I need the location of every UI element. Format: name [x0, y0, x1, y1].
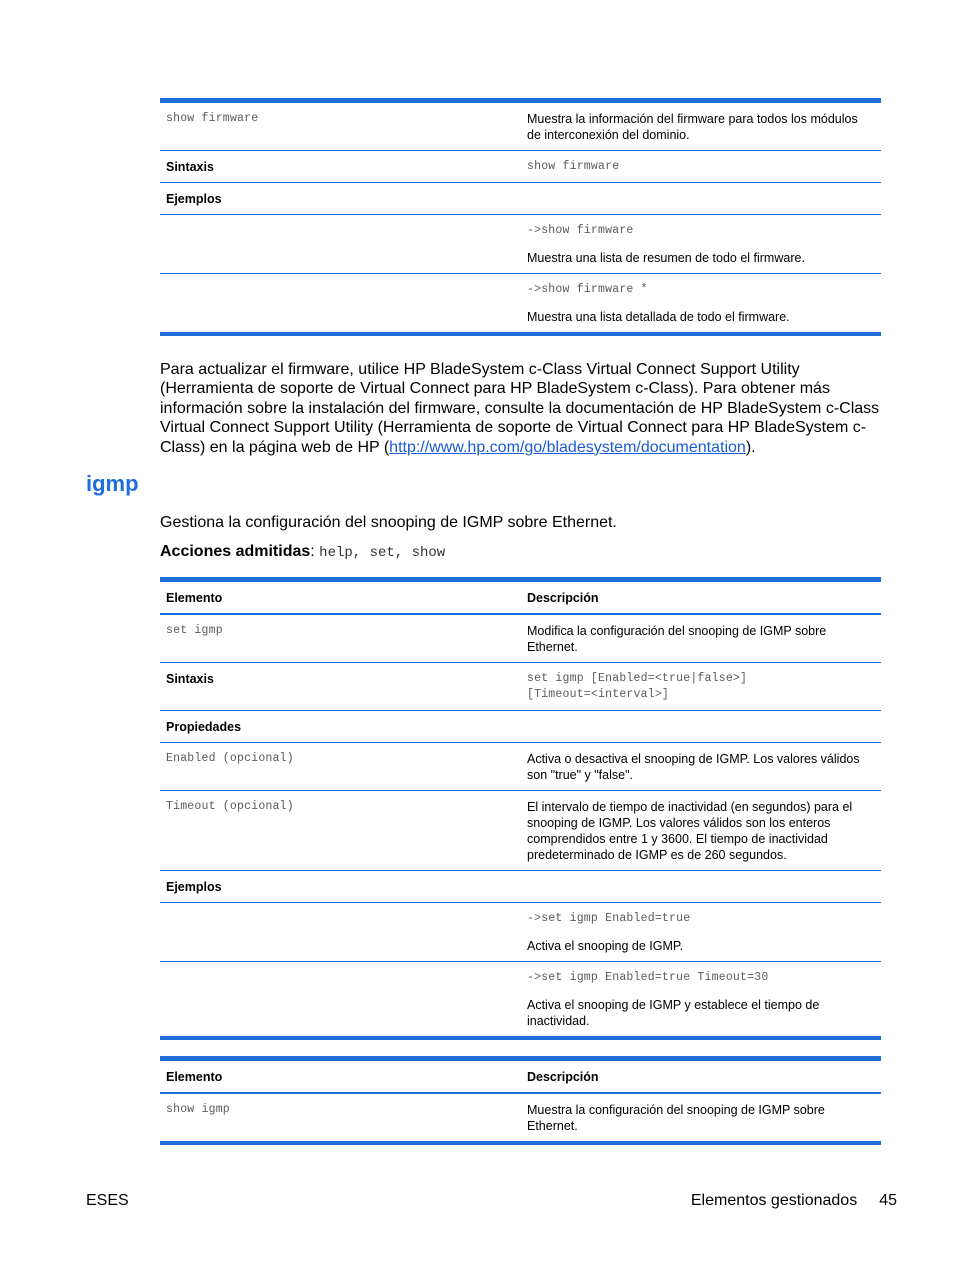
- property-description: Activa o desactiva el snooping de IGMP. Los valores válidos son "true" y "false".: [527, 752, 860, 782]
- description-cell: Muestra la información del firmware para todos los módulos de interconexión del dominio.: [527, 112, 858, 142]
- table-row: [160, 791, 881, 871]
- table-row: [160, 1094, 881, 1141]
- syntax-label: Sintaxis: [166, 160, 214, 174]
- command-cell: set igmp: [166, 624, 223, 637]
- example-description: Activa el snooping de IGMP y establece el tiempo de inactividad.: [527, 998, 820, 1028]
- section-intro: Gestiona la configuración del snooping de IGMP sobre Ethernet.: [160, 514, 617, 531]
- table-row: [160, 274, 881, 332]
- header-element: Elemento: [166, 1070, 223, 1084]
- example-description: Muestra una lista detallada de todo el firmware.: [527, 310, 790, 324]
- example-description: Muestra una lista de resumen de todo el firmware.: [527, 251, 805, 265]
- table-bottom-rule: [160, 1036, 881, 1040]
- table-row: [160, 103, 881, 151]
- example-code: ->set igmp Enabled=true Timeout=30: [527, 971, 769, 984]
- table-row: [160, 183, 881, 215]
- firmware-paragraph: Para actualizar el firmware, utilice HP BladeSystem c-Class Virtual Connect Support Utility (Herramienta de soporte de Virtual Connect para HP BladeSystem c-Class). Para obtener más información sobre la instalación del firmware, consulte la documentación de HP BladeSystem c-Class Virtual Connect Support Utility (Herramienta de soporte de Virtual Connect para HP BladeSystem c-Class) en la página web de HP (http://www.hp.com/go/bladesystem/documentation).: [160, 361, 880, 456]
- description-cell: Muestra la configuración del snooping de IGMP sobre Ethernet.: [527, 1103, 825, 1133]
- table-row: [160, 215, 881, 274]
- example-description: Activa el snooping de IGMP.: [527, 939, 684, 953]
- supported-actions: Acciones admitidas: help, set, show: [160, 543, 446, 561]
- example-code: ->show firmware: [527, 224, 634, 237]
- properties-label: Propiedades: [166, 720, 242, 734]
- table-row: [160, 711, 881, 743]
- section-title: igmp: [86, 471, 139, 496]
- header-element: Elemento: [166, 591, 223, 605]
- property-name: Enabled (opcional): [166, 752, 294, 765]
- table-header: [160, 582, 881, 615]
- set-igmp-table: [160, 577, 881, 1040]
- table-header: [160, 1061, 881, 1094]
- show-igmp-table: [160, 1056, 881, 1145]
- firmware-table: [160, 98, 881, 336]
- footer-locale: ESES: [86, 1192, 129, 1209]
- examples-label: Ejemplos: [166, 880, 222, 894]
- command-cell: show firmware: [166, 112, 259, 125]
- documentation-link[interactable]: http://www.hp.com/go/bladesystem/documentation: [389, 438, 746, 456]
- table-bottom-rule: [160, 332, 881, 336]
- header-description: Descripción: [527, 591, 599, 605]
- table-row: [160, 151, 881, 183]
- examples-label: Ejemplos: [166, 192, 222, 206]
- table-row: [160, 615, 881, 663]
- syntax-code: show firmware: [527, 160, 620, 173]
- syntax-code: set igmp [Enabled=<true|false>] [Timeout=<interval>]: [527, 672, 748, 701]
- page-number: 45: [879, 1192, 897, 1209]
- property-description: El intervalo de tiempo de inactividad (en segundos) para el snooping de IGMP. Los valores válidos son los enteros comprendidos entre 1 y 3600. El tiempo de inactividad predeterminado de IGMP es de 260 segundos.: [527, 800, 853, 862]
- table-row: [160, 962, 881, 1036]
- table-row: [160, 903, 881, 962]
- syntax-label: Sintaxis: [166, 672, 214, 686]
- table-row: [160, 743, 881, 791]
- table-row: [160, 871, 881, 903]
- table-bottom-rule: [160, 1141, 881, 1145]
- footer-page-info: Elementos gestionados 45: [690, 1192, 897, 1209]
- command-cell: show igmp: [166, 1103, 230, 1116]
- description-cell: Modifica la configuración del snooping de IGMP sobre Ethernet.: [527, 624, 827, 654]
- example-code: ->set igmp Enabled=true: [527, 912, 691, 925]
- header-description: Descripción: [527, 1070, 599, 1084]
- table-row: [160, 663, 881, 711]
- example-code: ->show firmware *: [527, 283, 648, 296]
- property-name: Timeout (opcional): [166, 800, 294, 813]
